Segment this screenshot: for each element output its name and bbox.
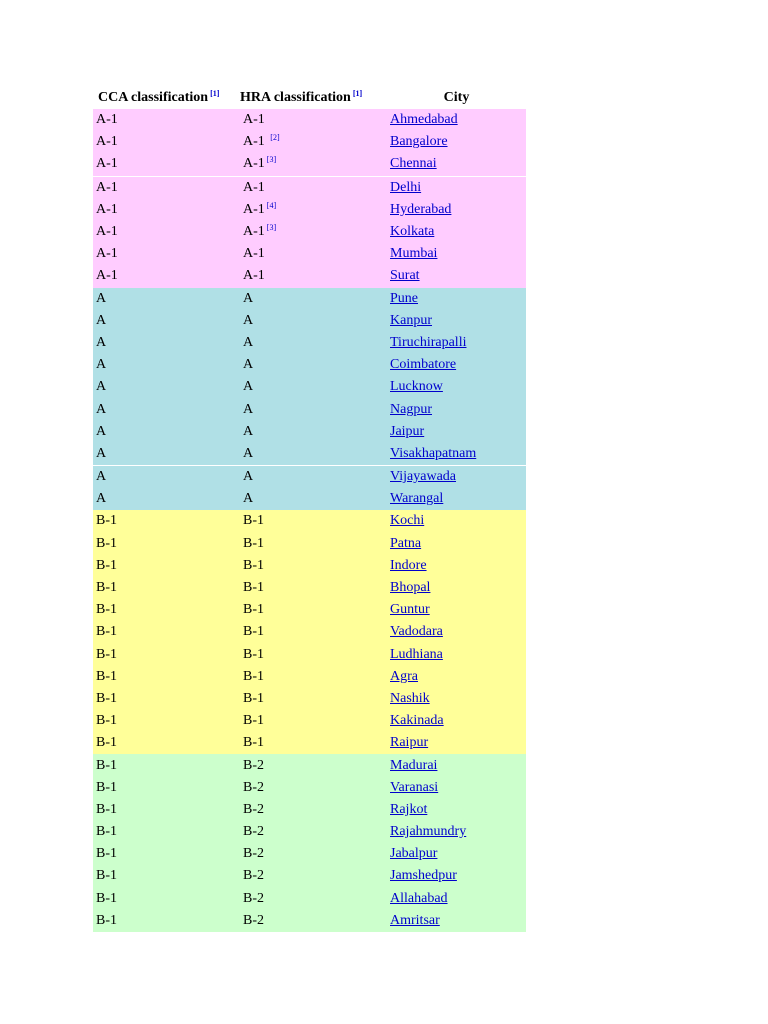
hra-value: A-1 (243, 201, 265, 217)
cca-cell: A (96, 334, 107, 350)
hra-value: B-1 (243, 535, 264, 551)
city-link[interactable]: Kakinada (390, 713, 444, 729)
cca-cell: B-1 (96, 580, 117, 596)
city-cell (387, 780, 526, 796)
cca-cell: B-1 (96, 535, 117, 551)
hra-cell (240, 424, 387, 440)
hra-value: A-1 (243, 268, 265, 284)
city-link[interactable]: Jaipur (390, 423, 425, 439)
city-cell (387, 134, 526, 150)
hra-value: B-1 (243, 646, 264, 662)
city-link[interactable]: Tiruchirapalli (390, 334, 467, 350)
cca-cell: B-1 (96, 801, 117, 817)
city-link[interactable]: Indore (390, 557, 427, 573)
table-row (93, 888, 526, 910)
hra-cell (240, 824, 387, 840)
cca-cell: A-1 (96, 268, 118, 284)
hra-cell (240, 735, 387, 751)
city-cell (387, 868, 526, 884)
city-link[interactable]: Chennai (390, 156, 437, 172)
cca-cell: B-1 (96, 668, 117, 684)
cca-cell: A-1 (96, 134, 118, 150)
cca-cell: A (96, 357, 107, 373)
hra-cell (240, 580, 387, 596)
table-row (93, 332, 526, 354)
table-row (93, 398, 526, 420)
city-link[interactable]: Jamshedpur (390, 868, 457, 884)
hra-cell (240, 647, 387, 663)
hra-cell (240, 891, 387, 907)
cca-cell: B-1 (96, 890, 117, 906)
cca-cell: B-1 (96, 824, 117, 840)
table-row (93, 488, 526, 510)
hra-cell (240, 846, 387, 862)
cca-cell: A (96, 445, 107, 461)
hra-cell (240, 268, 387, 284)
table-header (93, 87, 526, 109)
header-cca (93, 90, 240, 106)
table-row (93, 555, 526, 577)
city-link[interactable]: Guntur (390, 602, 430, 618)
city-cell (387, 180, 526, 196)
city-cell (387, 602, 526, 618)
reference-link[interactable]: [3] (266, 223, 277, 233)
table-row (93, 688, 526, 710)
cca-cell: A (96, 312, 107, 328)
city-link[interactable]: Ludhiana (390, 646, 443, 662)
hra-cell (240, 202, 387, 218)
hra-value: B-2 (243, 912, 264, 928)
hra-cell (240, 112, 387, 128)
hra-value: A (243, 379, 254, 395)
hra-cell (240, 246, 387, 262)
city-link[interactable]: Mumbai (390, 246, 438, 262)
table-row (93, 799, 526, 821)
cca-cell: A-1 (96, 112, 118, 128)
cca-cell: B-1 (96, 757, 117, 773)
cca-cell: A (96, 491, 107, 507)
hra-value: A (243, 290, 254, 306)
hra-value: A-1 (243, 134, 269, 150)
hra-value: B-1 (243, 624, 264, 640)
hra-cell (240, 134, 387, 150)
hra-cell (240, 379, 387, 395)
table-row (93, 599, 526, 621)
table-row (93, 843, 526, 865)
table-row (93, 732, 526, 754)
cca-cell: A-1 (96, 201, 118, 217)
city-link[interactable]: Jabalpur (390, 846, 438, 862)
table-row (93, 465, 526, 488)
hra-cell (240, 802, 387, 818)
city-classification-table (93, 87, 526, 932)
hra-cell (240, 602, 387, 618)
table-row (93, 510, 526, 532)
city-cell (387, 446, 526, 462)
city-cell (387, 379, 526, 395)
hra-cell (240, 780, 387, 796)
city-link[interactable]: Raipur (390, 735, 429, 751)
table-row (93, 910, 526, 932)
city-link[interactable]: Bangalore (390, 134, 448, 150)
cca-cell: B-1 (96, 846, 117, 862)
hra-value: A-1 (243, 156, 265, 172)
table-row (93, 199, 526, 221)
reference-link[interactable]: [2] (270, 133, 280, 143)
table-row (93, 443, 526, 465)
city-link[interactable]: Kochi (390, 513, 425, 529)
hra-value: B-1 (243, 668, 264, 684)
hra-value: B-2 (243, 890, 264, 906)
hra-cell (240, 335, 387, 351)
hra-value: B-2 (243, 846, 264, 862)
city-cell (387, 224, 526, 240)
city-cell (387, 402, 526, 418)
city-cell (387, 758, 526, 774)
reference-link[interactable]: [3] (266, 155, 277, 165)
city-cell (387, 558, 526, 574)
hra-cell (240, 913, 387, 929)
hra-value: B-2 (243, 868, 264, 884)
city-cell (387, 691, 526, 707)
hra-value: B-1 (243, 557, 264, 573)
city-cell (387, 802, 526, 818)
city-cell (387, 669, 526, 685)
city-cell (387, 424, 526, 440)
hra-value: A-1 (243, 246, 265, 262)
header-cca-ref-link[interactable]: [1] (210, 89, 220, 98)
hra-value: B-2 (243, 757, 264, 773)
city-link[interactable]: Ahmedabad (390, 112, 458, 128)
city-link[interactable]: Pune (390, 290, 418, 306)
hra-cell (240, 691, 387, 707)
city-cell (387, 647, 526, 663)
city-cell (387, 891, 526, 907)
cca-cell: B-1 (96, 557, 117, 573)
hra-value: B-1 (243, 690, 264, 706)
table-row (93, 153, 526, 175)
hra-cell (240, 758, 387, 774)
hra-cell (240, 224, 387, 240)
city-link[interactable]: Nashik (390, 690, 430, 706)
cca-cell: B-1 (96, 646, 117, 662)
hra-value: B-1 (243, 713, 264, 729)
hra-value: A (243, 312, 254, 328)
table-row (93, 666, 526, 688)
hra-value: B-2 (243, 801, 264, 817)
hra-cell (240, 868, 387, 884)
city-link[interactable]: Agra (390, 668, 418, 684)
city-link[interactable]: Allahabad (390, 890, 448, 906)
table-row (93, 421, 526, 443)
city-cell (387, 580, 526, 596)
hra-value: A (243, 445, 254, 461)
cca-cell: A (96, 423, 107, 439)
city-link[interactable]: Kolkata (390, 224, 435, 240)
city-link[interactable]: Coimbatore (390, 357, 457, 373)
table-row (93, 131, 526, 153)
hra-cell (240, 357, 387, 373)
cca-cell: B-1 (96, 868, 117, 884)
table-row (93, 109, 526, 131)
hra-value: B-2 (243, 824, 264, 840)
hra-cell (240, 513, 387, 529)
cca-cell: B-1 (96, 713, 117, 729)
cca-cell: B-1 (96, 624, 117, 640)
city-link[interactable]: Surat (390, 268, 420, 284)
hra-value: A (243, 423, 254, 439)
city-cell (387, 713, 526, 729)
city-cell (387, 846, 526, 862)
city-cell (387, 735, 526, 751)
city-cell (387, 536, 526, 552)
city-link[interactable]: Vadodara (390, 624, 443, 640)
hra-cell (240, 469, 387, 485)
header-hra (240, 90, 387, 106)
city-cell (387, 112, 526, 128)
city-link[interactable]: Vijayawada (390, 469, 457, 485)
hra-value: A (243, 491, 254, 507)
city-cell (387, 246, 526, 262)
city-cell (387, 268, 526, 284)
header-hra-ref-link[interactable]: [1] (352, 89, 363, 98)
table-row (93, 777, 526, 799)
hra-cell (240, 491, 387, 507)
city-link[interactable]: Patna (390, 535, 422, 551)
hra-cell (240, 713, 387, 729)
city-cell (387, 491, 526, 507)
city-cell (387, 291, 526, 307)
hra-cell (240, 180, 387, 196)
hra-cell (240, 558, 387, 574)
cca-cell: B-1 (96, 912, 117, 928)
table-row (93, 865, 526, 887)
hra-value: B-1 (243, 513, 264, 529)
city-cell (387, 357, 526, 373)
city-cell (387, 513, 526, 529)
cca-cell: A-1 (96, 224, 118, 240)
city-link[interactable]: Hyderabad (390, 201, 452, 217)
hra-value: A-1 (243, 112, 265, 128)
city-link[interactable]: Rajahmundry (390, 824, 467, 840)
city-link[interactable]: Varanasi (390, 779, 439, 795)
city-link[interactable]: Nagpur (390, 401, 432, 417)
city-cell (387, 624, 526, 640)
city-cell (387, 313, 526, 329)
table-row (93, 621, 526, 643)
cca-cell: A-1 (96, 179, 118, 195)
cca-cell: A (96, 290, 107, 306)
table-body (93, 109, 526, 932)
city-cell (387, 469, 526, 485)
hra-value: A (243, 357, 254, 373)
header-cca-label: CCA classification (98, 90, 209, 105)
city-cell (387, 335, 526, 351)
table-row (93, 577, 526, 599)
table-row (93, 176, 526, 199)
cca-cell: A (96, 469, 107, 485)
table-row (93, 265, 526, 287)
cca-cell: B-1 (96, 690, 117, 706)
cca-cell: A (96, 401, 107, 417)
table-row (93, 354, 526, 376)
city-link[interactable]: Bhopal (390, 580, 431, 596)
hra-cell (240, 669, 387, 685)
hra-value: A (243, 334, 254, 350)
cca-cell: A-1 (96, 156, 118, 172)
table-row (93, 533, 526, 555)
table-row (93, 821, 526, 843)
hra-value: A-1 (243, 179, 265, 195)
cca-cell: A (96, 379, 107, 395)
table-row (93, 644, 526, 666)
table-row (93, 754, 526, 776)
hra-cell (240, 291, 387, 307)
hra-value: A (243, 469, 254, 485)
hra-cell (240, 156, 387, 172)
hra-cell (240, 446, 387, 462)
table-row (93, 376, 526, 398)
table-row (93, 243, 526, 265)
hra-value: B-1 (243, 580, 264, 596)
city-link[interactable]: Lucknow (390, 379, 443, 395)
cca-cell: B-1 (96, 779, 117, 795)
table-row (93, 310, 526, 332)
cca-cell: B-1 (96, 735, 117, 751)
city-link[interactable]: Rajkot (390, 801, 428, 817)
header-city: City (443, 90, 470, 105)
city-link[interactable]: Madurai (390, 757, 438, 773)
cca-cell: A-1 (96, 246, 118, 262)
table-row (93, 221, 526, 243)
city-link[interactable]: Kanpur (390, 312, 432, 328)
city-cell (387, 202, 526, 218)
cca-cell: B-1 (96, 513, 117, 529)
city-link[interactable]: Amritsar (390, 912, 440, 928)
hra-value: B-1 (243, 602, 264, 618)
hra-cell (240, 624, 387, 640)
hra-value: B-2 (243, 779, 264, 795)
header-hra-label: HRA classification (240, 90, 351, 105)
hra-cell (240, 536, 387, 552)
hra-value: A (243, 401, 254, 417)
hra-cell (240, 402, 387, 418)
city-link[interactable]: Delhi (390, 179, 422, 195)
city-cell (387, 156, 526, 172)
city-cell (387, 913, 526, 929)
city-cell (387, 824, 526, 840)
hra-value: A-1 (243, 224, 265, 240)
hra-cell (240, 313, 387, 329)
table-row (93, 288, 526, 310)
reference-link[interactable]: [4] (266, 200, 277, 210)
city-link[interactable]: Warangal (390, 491, 444, 507)
hra-value: B-1 (243, 735, 264, 751)
table-row (93, 710, 526, 732)
city-link[interactable]: Visakhapatnam (390, 445, 477, 461)
cca-cell: B-1 (96, 602, 117, 618)
